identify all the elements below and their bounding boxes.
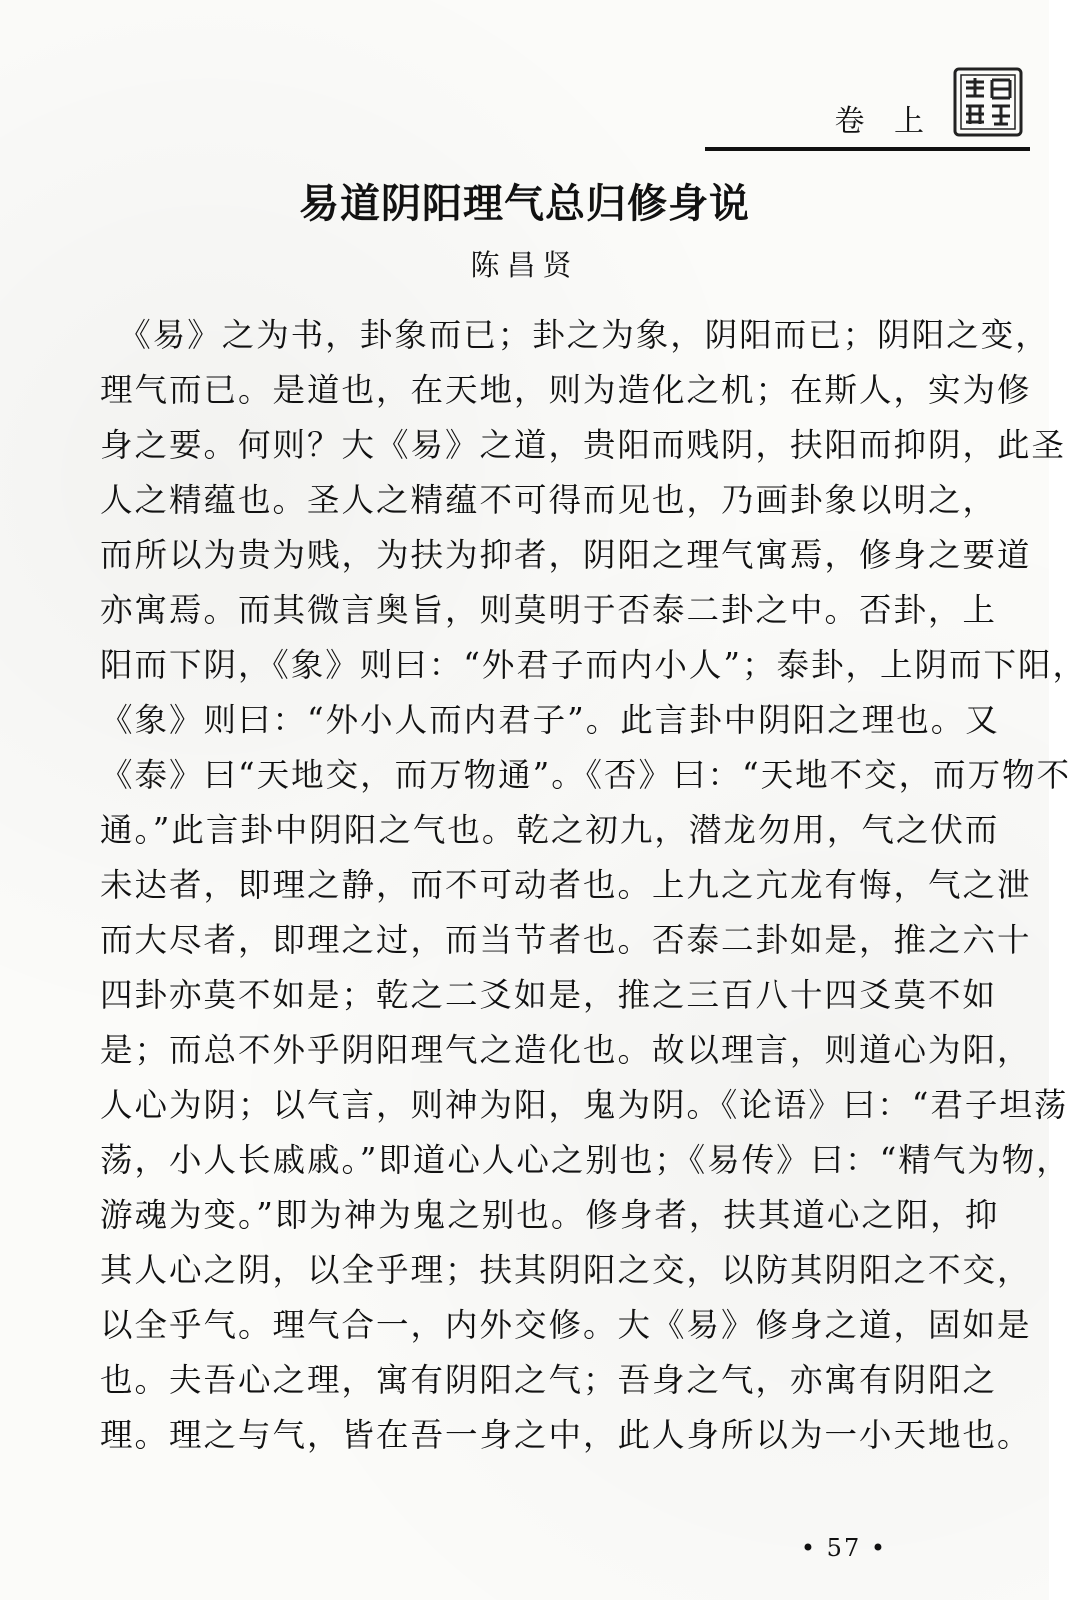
page-header: [0, 0, 1049, 160]
body-line: 游魂为变。”即为神为鬼之别也。修身者，扶其道心之阳，抑: [100, 1196, 1000, 1234]
body-line: 《泰》曰“天地交，而万物通”。《否》曰：“天地不交，而万物不: [100, 756, 1072, 794]
page-number: • 57 •: [800, 1534, 887, 1562]
running-head: 卷 上: [834, 104, 934, 139]
body-line: 理。理之与气，皆在吾一身之中，此人身所以为一小天地也。: [100, 1416, 1032, 1454]
body-line: 是；而总不外乎阴阳理气之造化也。故以理言，则道心为阳，: [100, 1031, 1032, 1069]
body-line: 通。”此言卦中阴阳之气也。乾之初九，潜龙勿用，气之伏而: [100, 811, 1000, 849]
body-line: 而大尽者，即理之过，而当节者也。否泰二卦如是，推之六十: [100, 921, 1032, 959]
article-body: [100, 308, 1087, 1463]
body-line: 身之要。何则？大《易》之道，贵阳而贱阴，扶阳而抑阴，此圣: [100, 426, 1067, 464]
seal-stamp-icon: [952, 66, 1024, 138]
body-line: 阳而下阴，《象》则曰：“外君子而内小人”；泰卦，上阴而下阳，: [100, 646, 1087, 684]
body-line: 亦寓焉。而其微言奥旨，则莫明于否泰二卦之中。否卦，上: [100, 591, 998, 629]
header-rule: [705, 147, 1030, 151]
body-line: 人之精蕴也。圣人之精蕴不可得而见也，乃画卦象以明之，: [100, 481, 998, 519]
article-author: 陈昌贤: [470, 248, 579, 282]
body-line: 而所以为贵为贱，为扶为抑者，阴阳之理气寓焉，修身之要道: [100, 536, 1032, 574]
body-line: 《易》之为书，卦象而已；卦之为象，阴阳而已；阴阳之变，: [100, 316, 1050, 354]
body-line: 理气而已。是道也，在天地，则为造化之机；在斯人，实为修: [100, 371, 1032, 409]
body-line: 也。夫吾心之理，寓有阴阳之气；吾身之气，亦寓有阴阳之: [100, 1361, 998, 1399]
body-line: 未达者，即理之静，而不可动者也。上九之亢龙有悔，气之泄: [100, 866, 1032, 904]
body-line: 人心为阴；以气言，则神为阳，鬼为阴。《论语》曰：“君子坦荡: [100, 1086, 1069, 1124]
body-line: 《象》则曰：“外小人而内君子”。此言卦中阴阳之理也。又: [100, 701, 1000, 739]
body-line: 其人心之阴，以全乎理；扶其阴阳之交，以防其阴阳之不交，: [100, 1251, 1032, 1289]
body-line: 荡，小人长戚戚。”即道心人心之别也；《易传》曰：“精气为物，: [100, 1141, 1071, 1179]
body-line: 以全乎气。理气合一，内外交修。大《易》修身之道，固如是: [100, 1306, 1032, 1344]
article-title: 易道阴阳理气总归修身说: [299, 181, 750, 227]
body-line: 四卦亦莫不如是；乾之二爻如是，推之三百八十四爻莫不如: [100, 976, 998, 1014]
